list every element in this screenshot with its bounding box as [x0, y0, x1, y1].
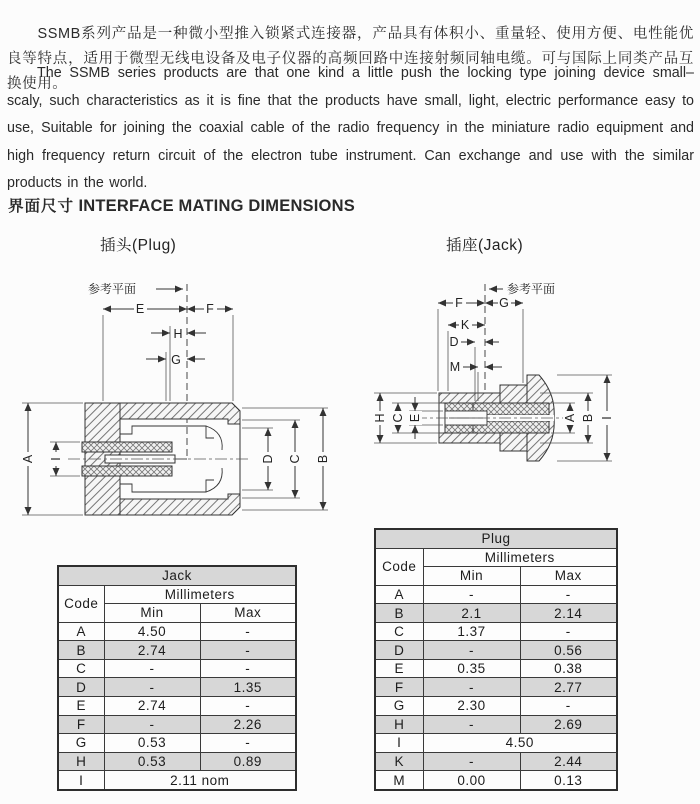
table-cell: 4.50 [423, 734, 617, 753]
table-row [58, 622, 296, 641]
jack-caption: 插座(Jack) [446, 237, 524, 254]
dimension-label-e: E [135, 302, 145, 316]
table-cell: H [58, 752, 104, 771]
table-cell: 2.69 [520, 715, 617, 734]
plug-body [68, 403, 250, 515]
table-row [375, 678, 617, 697]
table-cell: - [200, 622, 296, 641]
table-row [58, 752, 296, 771]
table-cell: - [520, 697, 617, 716]
table-row [58, 659, 296, 678]
table-cell: I [58, 771, 104, 790]
reference-plane-label: 参考平面 [507, 282, 556, 296]
unit-header-cell: Millimeters [423, 548, 617, 567]
section-title-en: INTERFACE MATING DIMENSIONS [78, 197, 355, 215]
table-cell: 2.1 [423, 604, 520, 623]
plug-right-dimensions [242, 408, 330, 510]
table-cell: 1.35 [200, 678, 296, 697]
table-cell: B [58, 641, 104, 660]
table-row [375, 659, 617, 678]
table-cell: C [58, 659, 104, 678]
section-title-zh: 界面尺寸 [8, 198, 75, 215]
dimension-label-i: I [49, 457, 63, 461]
code-header-cell: Code [375, 548, 423, 585]
table-header-row [58, 585, 296, 604]
table-cell: - [104, 678, 200, 697]
table-cell: 0.13 [520, 771, 617, 790]
min-header-cell: Min [423, 567, 520, 586]
plug-top-dimensions [103, 302, 233, 401]
table-cell: 2.14 [520, 604, 617, 623]
table-cell: - [200, 734, 296, 753]
code-header-cell: Code [58, 585, 104, 622]
section-title [8, 194, 355, 216]
table-row [58, 715, 296, 734]
intro-paragraph-zh: SSMB系列产品是一种微小型推入锁紧式连接器，产品具有体积小、重量轻、使用方便、电性能优良等特点，适用于微型无线电设备及电子仪器的高频回路中连接射频同轴电缆。可与国际上同类产品互换使用。 [7, 26, 694, 92]
dimension-label-g: G [499, 296, 509, 310]
table-row [375, 752, 617, 771]
jack-step-bottom-wall [500, 433, 527, 451]
dimension-label-f: F [206, 302, 214, 316]
dimension-label-k: K [460, 318, 470, 332]
table-cell: 0.56 [520, 641, 617, 660]
table-title: Jack [58, 566, 296, 585]
table-row [375, 715, 617, 734]
table-cell: G [375, 697, 423, 716]
dimension-label-h: H [173, 327, 183, 341]
table-row [375, 604, 617, 623]
table-cell: 0.00 [423, 771, 520, 790]
table-cell: 2.11 nom [104, 771, 296, 790]
dimension-label-e: E [408, 413, 422, 423]
table-row [375, 697, 617, 716]
table-cell: - [200, 641, 296, 660]
table-cell: - [423, 752, 520, 771]
table-cell: B [375, 604, 423, 623]
table-title-row [375, 529, 617, 548]
table-cell: - [423, 641, 520, 660]
plug-lower-contact [120, 480, 214, 492]
dimension-label-b: B [581, 413, 595, 423]
table-row [375, 734, 617, 753]
table-cell: 2.77 [520, 678, 617, 697]
dimension-label-i: I [600, 416, 614, 420]
table-cell: 1.37 [423, 622, 520, 641]
table-cell: - [423, 678, 520, 697]
table-cell: K [375, 752, 423, 771]
table-title-row [58, 566, 296, 585]
jack-barrel-bottom-wall [439, 433, 500, 443]
table-cell: 2.26 [200, 715, 296, 734]
plug-upper-contact [120, 426, 214, 438]
table-cell: F [58, 715, 104, 734]
plug-ferrule-lower [82, 466, 172, 476]
table-row [375, 771, 617, 790]
dimension-label-a: A [21, 454, 35, 464]
jack-table [57, 565, 297, 791]
table-row [58, 641, 296, 660]
dimension-label-g: G [171, 353, 181, 367]
table-cell: H [375, 715, 423, 734]
table-cell: - [423, 715, 520, 734]
table-cell: - [104, 659, 200, 678]
table-cell: E [58, 697, 104, 716]
intro-paragraph-en: The SSMB series products are that one kind a little push the locking type joining device small– scaly, such characteristics as it is fine that the products have small, light, electric performance easy to use, Suitable for joining the coaxial cable of the radio frequency in the miniature radio equipment and high frequency return circuit of the electron tube instrument. Can exchange and use with the similar products in the world. [7, 65, 694, 191]
table-row [375, 622, 617, 641]
table-cell: D [58, 678, 104, 697]
max-header-cell: Max [200, 604, 296, 623]
table-cell: A [375, 585, 423, 604]
table-cell: 2.30 [423, 697, 520, 716]
plug-ferrule-upper [82, 442, 172, 452]
table-cell: C [375, 622, 423, 641]
unit-header-cell: Millimeters [104, 585, 296, 604]
plug-caption: 插头(Plug) [100, 237, 177, 254]
dimension-label-m: M [449, 360, 461, 374]
table-cell: 0.38 [520, 659, 617, 678]
table-header-row [375, 548, 617, 567]
table-row [58, 678, 296, 697]
table-title: Plug [375, 529, 617, 548]
table-cell: 2.44 [520, 752, 617, 771]
table-cell: E [375, 659, 423, 678]
table-cell: - [200, 697, 296, 716]
jack-diagram [365, 262, 700, 572]
jack-barrel-top-wall [439, 393, 500, 403]
table-row [375, 641, 617, 660]
dimension-label-f: F [455, 296, 463, 310]
dimension-label-b: B [316, 454, 330, 464]
table-row [58, 697, 296, 716]
table-cell: A [58, 622, 104, 641]
table-cell: - [200, 659, 296, 678]
table-cell: - [520, 622, 617, 641]
plug-shell-bottom-wall [120, 494, 240, 515]
table-cell: 0.89 [200, 752, 296, 771]
max-header-cell: Max [520, 567, 617, 586]
table-cell: 2.74 [104, 697, 200, 716]
jack-step-top-wall [500, 385, 527, 403]
table-row [375, 585, 617, 604]
table-cell: 0.53 [104, 734, 200, 753]
plug-shell-top-wall [120, 403, 240, 424]
table-row [58, 734, 296, 753]
table-cell: D [375, 641, 423, 660]
table-cell: - [423, 585, 520, 604]
table-cell: - [520, 585, 617, 604]
table-cell: 4.50 [104, 622, 200, 641]
plug-table [374, 528, 618, 791]
table-cell: M [375, 771, 423, 790]
dimension-label-c: C [391, 413, 405, 423]
table-cell: I [375, 734, 423, 753]
min-header-cell: Min [104, 604, 200, 623]
dimension-label-a: A [563, 413, 577, 423]
dimension-label-d: D [449, 335, 459, 349]
table-cell: G [58, 734, 104, 753]
table-cell: 0.53 [104, 752, 200, 771]
dimension-label-h: H [373, 413, 387, 423]
table-cell: F [375, 678, 423, 697]
plug-diagram [10, 262, 350, 557]
table-row [58, 771, 296, 790]
table-cell: 0.35 [423, 659, 520, 678]
dimension-label-c: C [288, 454, 302, 464]
table-cell: 2.74 [104, 641, 200, 660]
dimension-label-d: D [261, 454, 275, 464]
reference-plane-label: 参考平面 [88, 282, 137, 296]
table-cell: - [104, 715, 200, 734]
